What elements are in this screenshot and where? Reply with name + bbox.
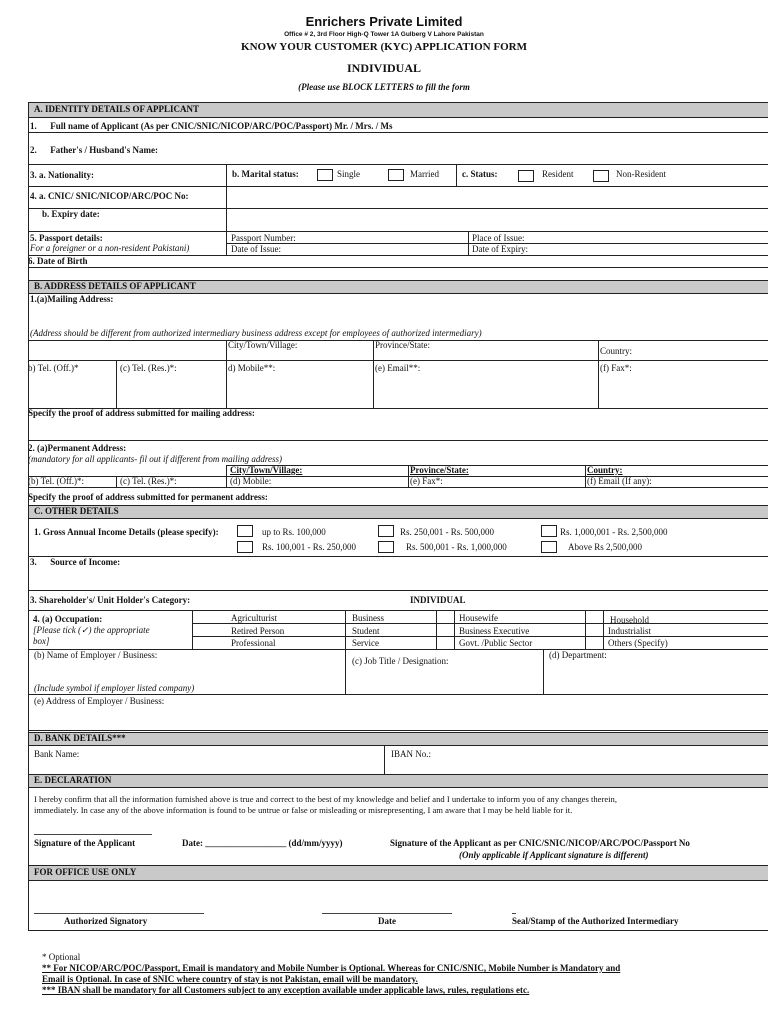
shareholder-category-value: INDIVIDUAL — [410, 595, 466, 605]
tel-residence-field[interactable]: (c) Tel. (Res.)*: — [120, 363, 177, 373]
permanent-address-field[interactable]: 2. (a)Permanent Address: — [28, 443, 127, 453]
permanent-address-note: (mandatory for all applicants- fil out if different from mailing address) — [28, 454, 282, 464]
nationality-field[interactable]: 3. a. Nationality: — [30, 170, 94, 180]
section-c-header — [28, 505, 768, 519]
applicant-signature-label: Signature of the Applicant — [34, 838, 136, 848]
income-100k-250k-checkbox[interactable] — [237, 541, 253, 553]
single-checkbox[interactable] — [317, 169, 333, 181]
section-e-header — [28, 774, 768, 788]
mailing-proof-field[interactable]: Specify the proof of address submitted for mailing address: — [28, 408, 255, 418]
permanent-tel-office-field[interactable]: (b) Tel. (Off.)*: — [28, 476, 85, 486]
passport-place-field[interactable]: Place of Issue: — [472, 233, 525, 243]
passport-number-field[interactable]: Passport Number: — [231, 233, 296, 243]
authorized-signature-line[interactable] — [34, 913, 204, 914]
fax-field[interactable]: (f) Fax*: — [600, 363, 632, 373]
permanent-city-field[interactable]: City/Town/Village: — [230, 465, 303, 475]
mailing-address-field[interactable]: 1.(a)Mailing Address: — [30, 294, 114, 304]
father-name-field[interactable]: 2. Father's / Husband's Name: — [30, 145, 159, 155]
section-a-title: A. IDENTITY DETAILS OF APPLICANT — [34, 104, 199, 114]
mobile-field[interactable]: d) Mobile**: — [228, 363, 276, 373]
occupation-govt[interactable]: Govt. /Public Sector — [459, 638, 533, 648]
source-of-income-field[interactable]: 3. Source of Income: — [30, 557, 121, 567]
marital-status-label: b. Marital status: — [232, 169, 299, 179]
occupation-note-box: box] — [33, 636, 50, 646]
footnote-email-mobile: ** For NICOP/ARC/POC/Passport, Email is mandatory and Mobile Number is Optional. Whereas for CNIC/SNIC, Mobile Number is Mandatory and — [42, 963, 621, 973]
section-b-header — [28, 280, 768, 294]
single-label: Single — [337, 169, 361, 179]
occupation-industrialist[interactable]: Industrialist — [608, 626, 651, 636]
cnic-signature-label: Signature of the Applicant as per CNIC/SNIC/NICOP/ARC/POC/Passport No — [390, 838, 690, 848]
form-title: KNOW YOUR CUSTOMER (KYC) APPLICATION FORM — [241, 41, 527, 53]
income-250k-500k-label: Rs. 250,001 - Rs. 500,000 — [400, 527, 495, 537]
occupation-service[interactable]: Service — [352, 638, 379, 648]
cnic-signature-note: (Only applicable if Applicant signature is different) — [459, 850, 649, 860]
permanent-mobile-field[interactable]: (d) Mobile: — [230, 476, 272, 486]
income-upto-100k-label: up to Rs. 100,000 — [262, 527, 326, 537]
mailing-country-field[interactable]: Country: — [600, 346, 633, 356]
section-a-header — [28, 102, 768, 118]
date-of-birth-field[interactable]: 6. Date of Birth — [28, 256, 88, 266]
email-field[interactable]: (e) Email**: — [375, 363, 421, 373]
department-field[interactable]: (d) Department: — [549, 650, 607, 660]
company-address: Office # 2, 3rd Floor High-Q Tower 1A Gulberg V Lahore Pakistan — [284, 31, 484, 38]
occupation-agriculturist[interactable]: Agriculturist — [231, 613, 277, 623]
office-date-label: Date — [378, 916, 396, 926]
occupation-student[interactable]: Student — [352, 626, 380, 636]
resident-checkbox[interactable] — [518, 170, 534, 182]
full-name-field[interactable]: 1. Full name of Applicant (As per CNIC/SNIC/NICOP/ARC/POC/Passport) Mr. / Mrs. / Ms — [30, 121, 393, 131]
permanent-fax-field[interactable]: (e) Fax*: — [410, 476, 443, 486]
permanent-tel-residence-field[interactable]: (c) Tel. (Res.)*: — [120, 476, 177, 486]
non-resident-label: Non-Resident — [616, 169, 666, 179]
married-label: Married — [410, 169, 439, 179]
iban-field[interactable]: IBAN No.: — [391, 749, 431, 759]
seal-stamp-label: Seal/Stamp of the Authorized Intermediary — [512, 916, 679, 926]
income-upto-100k-checkbox[interactable] — [237, 525, 253, 537]
income-above-2-5m-label: Above Rs 2,500,000 — [568, 542, 642, 552]
company-name: Enrichers Private Limited — [305, 14, 463, 29]
income-100k-250k-label: Rs. 100,001 - Rs. 250,000 — [262, 542, 357, 552]
authorized-signatory-label: Authorized Signatory — [64, 916, 148, 926]
permanent-province-field[interactable]: Province/State: — [410, 465, 469, 475]
form-instruction: (Please use BLOCK LETTERS to fill the form — [298, 82, 470, 92]
mailing-address-note: (Address should be different from authorized intermediary business address except for employees of authorized intermediary) — [30, 328, 482, 338]
occupation-professional[interactable]: Professional — [231, 638, 276, 648]
passport-issue-date-field[interactable]: Date of Issue: — [231, 244, 281, 254]
non-resident-checkbox[interactable] — [593, 170, 609, 182]
occupation-note: [Please tick (✓) the appropriate — [33, 625, 150, 635]
permanent-country-field[interactable]: Country: — [587, 465, 623, 475]
married-checkbox[interactable] — [388, 169, 404, 181]
permanent-email-field[interactable]: (f) Email (If any): — [587, 476, 652, 486]
office-use-title: FOR OFFICE USE ONLY — [34, 867, 137, 877]
income-1m-2-5m-checkbox[interactable] — [541, 525, 557, 537]
passport-note: For a foreigner or a non-resident Pakistani) — [30, 243, 190, 253]
section-e-title: E. DECLARATION — [34, 775, 112, 785]
income-details-label: 1. Gross Annual Income Details (please specify): — [34, 527, 219, 537]
section-c-title: C. OTHER DETAILS — [34, 506, 119, 516]
occupation-housewife[interactable]: Housewife — [459, 613, 498, 623]
declaration-text: I hereby confirm that all the information furnished above is true and correct to the best of my knowledge and belief and I undertake to inform you of any changes therein, — [34, 794, 617, 804]
office-date-line[interactable] — [322, 913, 452, 914]
permanent-proof-field[interactable]: Specify the proof of address submitted for permanent address: — [28, 492, 268, 502]
income-500k-1m-checkbox[interactable] — [378, 541, 394, 553]
section-d-header — [28, 732, 768, 746]
footnote-email-mobile-cont: Email is Optional. In case of SNIC where country of stay is not Pakistan, email will be mandatory. — [42, 974, 418, 984]
section-d-title: D. BANK DETAILS*** — [34, 733, 126, 743]
tel-office-field[interactable]: b) Tel. (Off.)* — [28, 363, 79, 373]
footnote-optional: * Optional — [42, 952, 81, 962]
employer-name-field[interactable]: (b) Name of Employer / Business: — [34, 650, 158, 660]
resident-label: Resident — [542, 169, 574, 179]
applicant-signature-line[interactable] — [34, 834, 152, 835]
mailing-city-field[interactable]: City/Town/Village: — [228, 340, 298, 350]
income-500k-1m-label: Rs. 500,001 - Rs. 1,000,000 — [406, 542, 507, 552]
occupation-business-executive[interactable]: Business Executive — [459, 626, 530, 636]
occupation-household[interactable]: Household — [610, 615, 649, 625]
mailing-province-field[interactable]: Province/State: — [375, 340, 430, 350]
passport-expiry-field[interactable]: Date of Expiry: — [472, 244, 528, 254]
occupation-retired[interactable]: Retired Person — [231, 626, 285, 636]
income-above-2-5m-checkbox[interactable] — [541, 541, 557, 553]
residency-status-label: c. Status: — [462, 169, 498, 179]
passport-details-label: 5. Passport details: — [30, 233, 103, 243]
shareholder-category-label: 3. Shareholder's/ Unit Holder's Category: — [30, 595, 191, 605]
office-use-header — [28, 865, 768, 881]
cnic-field[interactable]: 4. a. CNIC/ SNIC/NICOP/ARC/POC No: — [30, 191, 189, 201]
expiry-date-field[interactable]: b. Expiry date: — [42, 209, 100, 219]
bank-name-field[interactable]: Bank Name: — [34, 749, 80, 759]
occupation-others[interactable]: Others (Specify) — [608, 638, 668, 648]
income-1m-2-5m-label: Rs. 1,000,001 - Rs. 2,500,000 — [560, 527, 668, 537]
income-250k-500k-checkbox[interactable] — [378, 525, 394, 537]
footnote-iban: *** IBAN shall be mandatory for all Customers subject to any exception available under applicable laws, rules, regulations etc. — [42, 985, 530, 995]
employer-note: (Include symbol if employer listed company) — [34, 683, 195, 693]
occupation-label: 4. (a) Occupation: — [33, 614, 103, 624]
declaration-date-field[interactable]: Date: __________________ (dd/mm/yyyy) — [182, 838, 343, 848]
form-type: INDIVIDUAL — [346, 61, 421, 75]
occupation-business[interactable]: Business — [352, 613, 385, 623]
seal-line — [512, 913, 516, 914]
employer-address-field[interactable]: (e) Address of Employer / Business: — [34, 696, 165, 706]
declaration-text-cont: immediately. In case any of the above information is found to be untrue or false or misleading or misrepresenting, I am aware that I may be held liable for it. — [34, 805, 573, 815]
section-b-title: B. ADDRESS DETAILS OF APPLICANT — [34, 281, 196, 291]
job-title-field[interactable]: (c) Job Title / Designation: — [352, 656, 449, 666]
